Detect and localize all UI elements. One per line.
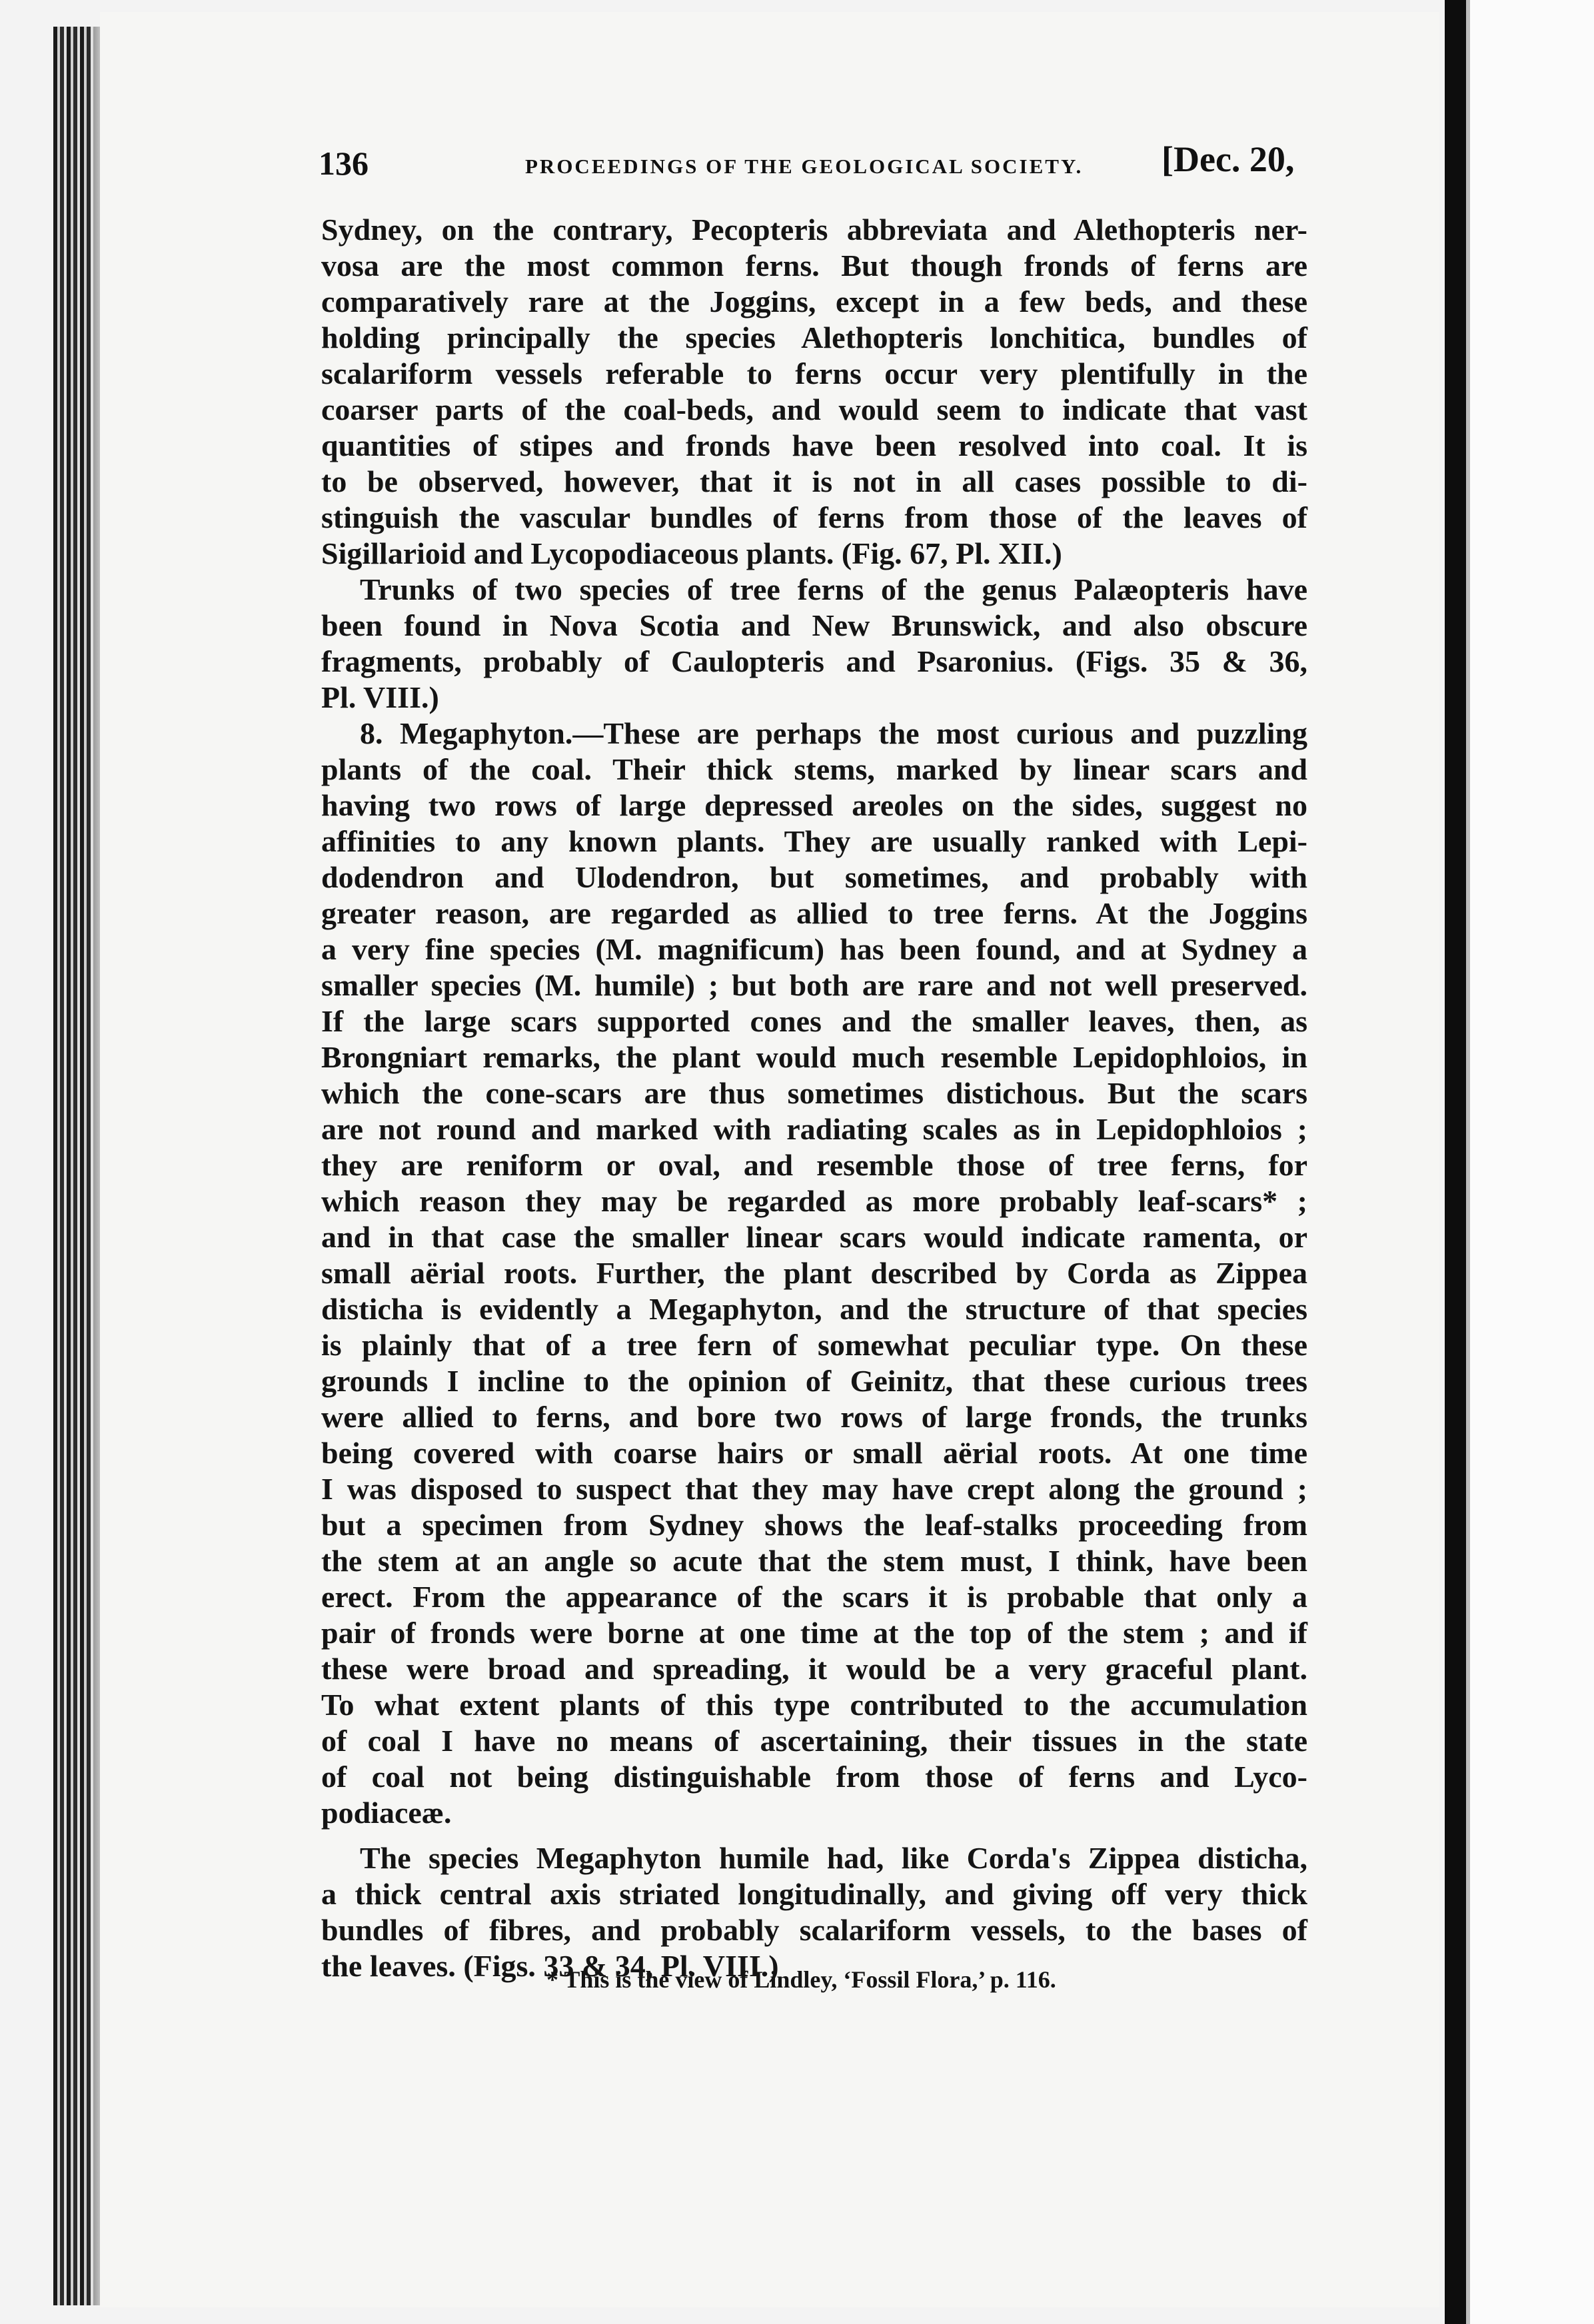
text-line: dodendron and Ulodendron, but sometimes, and probably with — [321, 860, 1307, 894]
text-line: holding principally the species Alethopteris lonchitica, bundles of — [321, 320, 1307, 354]
text-line: small aërial roots. Further, the plant described by Corda as Zippea — [321, 1256, 1307, 1290]
running-head: PROCEEDINGS OF THE GEOLOGICAL SOCIETY. — [525, 155, 1084, 178]
text-line: Brongniart remarks, the plant would much resemble Lepidophloios, in — [321, 1040, 1307, 1074]
text-line: I was disposed to suspect that they may have crept along the ground ; — [321, 1472, 1307, 1506]
text-line: smaller species (M. humile) ; but both are rare and not well preserved. — [321, 968, 1307, 1002]
text-line: comparatively rare at the Joggins, except in a few beds, and these — [321, 285, 1307, 318]
text-line: are not round and marked with radiating scales as in Lepidophloios ; — [321, 1112, 1307, 1146]
text-line: being covered with coarse hairs or small aërial roots. At one time — [321, 1436, 1307, 1470]
text-line: bundles of fibres, and probably scalariform vessels, to the bases of — [321, 1913, 1307, 1947]
text-line: these were broad and spreading, it would be a very graceful plant. — [321, 1652, 1307, 1686]
text-line: to be observed, however, that it is not in all cases possible to di- — [321, 464, 1307, 498]
text-line: 8. Megaphyton.—These are perhaps the most curious and puzzling — [360, 716, 1307, 750]
page-divider — [1445, 0, 1466, 2324]
footnote: * This is the view of Lindley, ‘Fossil Flora,’ p. 116. — [546, 1966, 1056, 1993]
text-line: quantities of stipes and fronds have been resolved into coal. It is — [321, 428, 1307, 462]
text-line: Pl. VIII.) — [321, 680, 439, 714]
text-line: The species Megaphyton humile had, like Corda's Zippea disticha, — [360, 1841, 1307, 1875]
text-line: coarser parts of the coal-beds, and would seem to indicate that vast — [321, 392, 1307, 426]
text-line: pair of fronds were borne at one time at the top of the stem ; and if — [321, 1616, 1307, 1650]
text-line: the leaves. (Figs. 33 & 34, Pl. VIII.) — [321, 1949, 779, 1983]
text-line: If the large scars supported cones and the smaller leaves, then, as — [321, 1004, 1307, 1038]
text-line: To what extent plants of this type contributed to the accumulation — [321, 1688, 1307, 1722]
text-line: but a specimen from Sydney shows the leaf-stalks proceeding from — [321, 1508, 1307, 1542]
text-line: of coal I have no means of ascertaining, their tissues in the state — [321, 1724, 1307, 1758]
adjacent-page-edge — [1466, 0, 1470, 2324]
text-line: fragments, probably of Caulopteris and Psaronius. (Figs. 35 & 36, — [321, 644, 1307, 678]
text-line: scalariform vessels referable to ferns occur very plentifully in the — [321, 356, 1307, 390]
text-line: and in that case the smaller linear scars would indicate ramenta, or — [321, 1220, 1307, 1254]
header-date: [Dec. 20, — [1162, 139, 1295, 179]
text-line: Sydney, on the contrary, Pecopteris abbreviata and Alethopteris ner- — [321, 213, 1307, 247]
text-line: of coal not being distinguishable from those of ferns and Lyco- — [321, 1760, 1307, 1794]
text-line: erect. From the appearance of the scars it is probable that only a — [321, 1580, 1307, 1614]
text-line: were allied to ferns, and bore two rows of large fronds, the trunks — [321, 1400, 1307, 1434]
text-line: been found in Nova Scotia and New Brunswick, and also obscure — [321, 608, 1307, 642]
page-header — [319, 139, 1298, 199]
text-line: greater reason, are regarded as allied to tree ferns. At the Joggins — [321, 896, 1307, 930]
page-number: 136 — [319, 145, 369, 182]
text-line: vosa are the most common ferns. But though fronds of ferns are — [321, 249, 1307, 283]
text-line: Sigillarioid and Lycopodiaceous plants. (Fig. 67, Pl. XII.) — [321, 536, 1062, 570]
text-line: the stem at an angle so acute that the stem must, I think, have been — [321, 1544, 1307, 1578]
adjacent-page — [1466, 0, 1594, 2324]
text-line: plants of the coal. Their thick stems, marked by linear scars and — [321, 752, 1307, 786]
text-line: a thick central axis striated longitudinally, and giving off very thick — [321, 1877, 1307, 1911]
text-line: which reason they may be regarded as more probably leaf-scars* ; — [321, 1184, 1307, 1218]
paragraph-gap — [321, 1831, 1307, 1840]
text-line: stinguish the vascular bundles of ferns from those of the leaves of — [321, 500, 1307, 534]
text-line: podiaceæ. — [321, 1796, 452, 1830]
text-line: disticha is evidently a Megaphyton, and the structure of that species — [321, 1292, 1307, 1326]
text-line: a very fine species (M. magnificum) has been found, and at Sydney a — [321, 932, 1307, 966]
book-binding-edge — [53, 27, 93, 2305]
text-line: affinities to any known plants. They are usually ranked with Lepi- — [321, 824, 1307, 858]
text-line: having two rows of large depressed areoles on the sides, suggest no — [321, 788, 1307, 822]
text-line: which the cone-scars are thus sometimes distichous. But the scars — [321, 1076, 1307, 1110]
text-line: grounds I incline to the opinion of Geinitz, that these curious trees — [321, 1364, 1307, 1398]
text-line: is plainly that of a tree fern of somewhat peculiar type. On these — [321, 1328, 1307, 1362]
body-text — [321, 212, 1307, 1984]
text-line: Trunks of two species of tree ferns of the genus Palæopteris have — [360, 572, 1307, 606]
text-line: they are reniform or oval, and resemble those of tree ferns, for — [321, 1148, 1307, 1182]
